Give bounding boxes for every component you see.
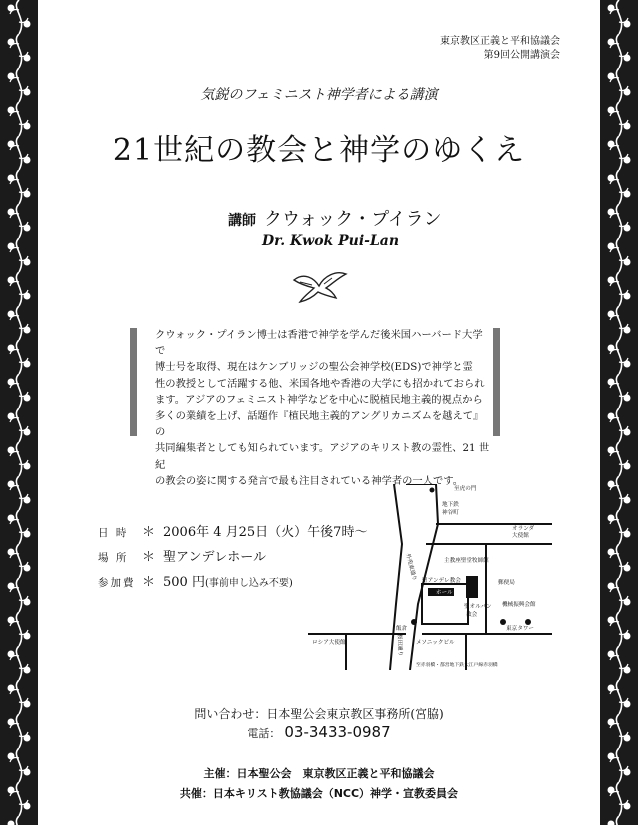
lecture-title: 21世紀の教会と神学のゆくえ — [112, 133, 526, 168]
bio-line: 性の教授として活躍する他、米国各地や香港の大学にも招かれておられ — [155, 377, 485, 390]
map-label: ホール — [436, 590, 453, 596]
map-label: 飯倉 — [396, 626, 408, 632]
map-label: 聖アンデレ教会 — [422, 578, 461, 584]
map-label: 地下鉄 — [442, 502, 459, 508]
speaker-name-en: Dr. Kwok Pui-Lan — [262, 233, 400, 249]
separator: ＊ — [142, 575, 156, 590]
speaker-label: 講師 — [228, 213, 256, 229]
right-decorative-border — [600, 0, 638, 825]
map-label: オランダ — [512, 526, 535, 532]
contact-info: 問い合わせ：日本聖公会東京教区事務所(宮脇) — [194, 707, 444, 721]
vine-pattern-icon — [600, 0, 638, 825]
separator: ＊ — [142, 550, 156, 565]
separator: ＊ — [142, 525, 156, 540]
map-label: 神谷町 — [442, 510, 459, 516]
bio-text — [155, 327, 491, 489]
map-label: 至虎の門 — [454, 486, 477, 492]
map-label: 郵便局 — [498, 580, 515, 586]
tel-label: 電話： — [247, 727, 281, 740]
speaker-name: クウォック・プイラン — [264, 209, 442, 230]
event-date: 2006年 4 月25日（火）午後7時～ — [163, 525, 368, 540]
map-label: 大使館 — [512, 533, 529, 539]
map-label: 至赤羽橋・都営地下鉄大江戸線赤羽橋 — [416, 663, 498, 668]
fee-label: 参加費 — [98, 577, 136, 589]
map-label: 主教座聖堂牧師館 — [444, 558, 489, 564]
event-fee-note: (事前申し込み不要) — [204, 578, 293, 589]
vine-pattern-icon — [0, 0, 38, 825]
bio-right-bar — [493, 328, 500, 436]
church-building — [466, 576, 478, 598]
organizer-line: 東京教区正義と平和協議会 — [440, 36, 560, 47]
map-label: 東京タワー — [506, 626, 534, 632]
organizer-line: 第9回公開講演会 — [483, 50, 560, 61]
event-fee-row — [98, 571, 293, 590]
event-place: 聖アンデレホール — [163, 550, 266, 565]
host-info: 主催：日本聖公会 東京教区正義と平和協議会 — [203, 767, 435, 780]
left-decorative-border — [0, 0, 38, 825]
place-label: 場 所 — [98, 552, 129, 564]
bio-line: の教会の姿に関する発言で最も注目されている神学者の一人です。 — [155, 474, 464, 487]
date-label: 日 時 — [98, 527, 129, 539]
speaker — [228, 205, 442, 231]
lecture-subtitle: 気鋭のフェミニスト神学者による講演 — [200, 87, 438, 103]
bio-line: ます。アジアのフェミニスト神学などを中心に脱植民地主義的視点から — [155, 393, 483, 406]
bio-line: 共同編集者としても知られています。アジアのキリスト教の霊性、21 世紀 — [155, 442, 490, 471]
map-label: ロシア大使館 — [312, 640, 346, 646]
contact-phone — [0, 723, 638, 741]
bio-line: クウォック・プイラン博士は香港で神学を学んだ後米国ハーバード大学で — [155, 329, 483, 358]
bio-line: 博士号を取得、現在はケンブリッジの聖公会神学校(EDS)で神学と霊 — [155, 361, 473, 374]
bio-line: 多くの業績を上げ、話題作『植民地主義的アングリカニズムを越えて』の — [155, 410, 484, 439]
event-place-row — [98, 546, 266, 565]
map-label: 外苑東通り — [404, 552, 418, 582]
map-label: メソニックビル — [416, 640, 455, 646]
event-fee: 500 円 — [163, 575, 205, 590]
map-label: 機械振興会館 — [502, 602, 536, 608]
tel-number: 03-3433-0987 — [284, 723, 391, 741]
dove-icon — [292, 266, 348, 306]
map-label: 教会 — [466, 612, 478, 618]
cohost-info: 共催：日本キリスト教協議会（NCC）神学・宣教委員会 — [179, 787, 459, 800]
access-map — [306, 484, 552, 670]
organizer-header — [440, 35, 560, 63]
map-label: 聖オルバン — [464, 604, 492, 610]
map-label: 桜田通り — [396, 633, 403, 657]
speaker-bio — [125, 325, 503, 487]
bio-left-bar — [130, 328, 137, 436]
